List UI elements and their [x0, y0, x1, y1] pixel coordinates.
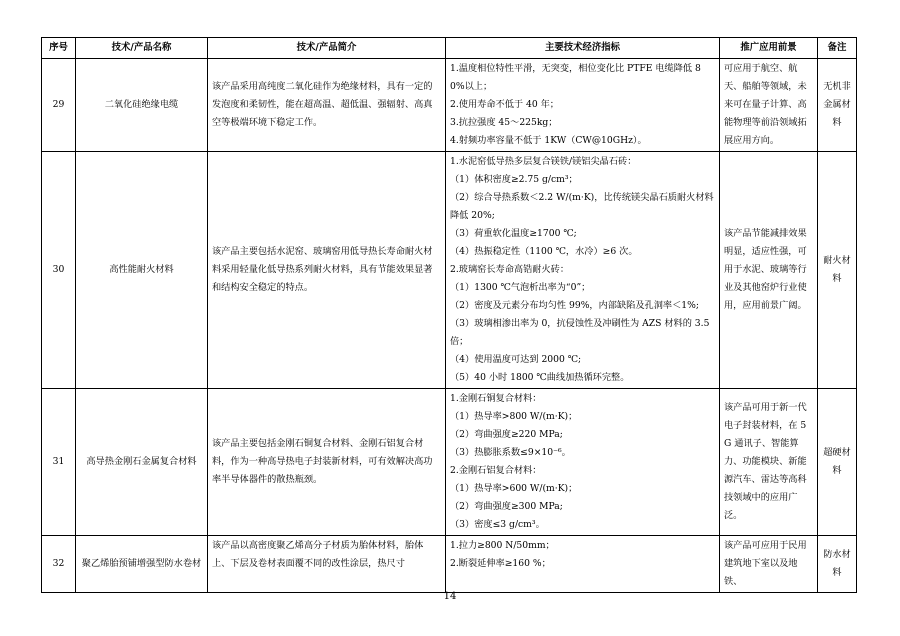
row-number: 32 — [42, 536, 76, 593]
product-name: 高性能耐火材料 — [76, 152, 208, 389]
table-row — [42, 536, 857, 593]
indicator-line: （4）热振稳定性（1100 ℃，水冷）≥6 次。 — [450, 246, 638, 257]
indicator-line: （1）1300 ℃气泡析出率为“0”； — [450, 282, 591, 293]
indicator-line: （3）密度≤3 g/cm³。 — [450, 519, 545, 530]
indicator-line: （3）热膨胀系数≤9×10⁻⁶。 — [450, 447, 571, 458]
table-row — [42, 59, 857, 152]
header-prospect: 推广应用前景 — [720, 38, 818, 59]
remark-cell: 耐火材料 — [818, 152, 857, 389]
row-number: 31 — [42, 389, 76, 536]
indicator-line: （2）密度及元素分布均匀性 99%，内部缺陷及孔洞率＜1%; — [450, 300, 699, 311]
indicator-line: （5）40 小时 1800 ℃曲线加热循环完整。 — [450, 372, 630, 383]
product-name: 高导热金刚石金属复合材料 — [76, 389, 208, 536]
remark-cell: 超硬材料 — [818, 389, 857, 536]
product-intro: 该产品主要包括金刚石铜复合材料、金刚石铝复合材料，作为一种高导热电子封装新材料，可有效解决高功率半导体器件的散热瓶颈。 — [208, 389, 446, 536]
indicator-line: 2.使用寿命不低于 40 年； — [450, 99, 559, 110]
prospect-cell: 该产品节能减排效果明显，适应性强，可用于水泥、玻璃等行业及其他窑炉行业使用，应用前景广阔。 — [720, 152, 818, 389]
indicator-line: 4.射频功率容量不低于 1KW（CW@10GHz）。 — [450, 135, 647, 146]
indicator-line: （1）热导率>800 W/(m·K)； — [450, 411, 578, 422]
product-name: 聚乙烯胎预铺增强型防水卷材 — [76, 536, 208, 593]
row-number: 30 — [42, 152, 76, 389]
indicator-line: 2.金刚石铝复合材料： — [450, 465, 542, 476]
prospect-cell: 该产品可应用于民用建筑地下室以及地铁、 — [720, 536, 818, 593]
table-row — [42, 152, 857, 389]
indicator-line: 1.温度相位特性平滑，无突变，相位变化比 PTFE 电缆降低 80%以上； — [450, 63, 701, 92]
indicator-line: （1）体积密度≥2.75 g/cm³； — [450, 174, 578, 185]
indicator-line: （2）综合导热系数＜2.2 W/(m·K)，比传统镁尖晶石质耐火材料降低 20%; — [450, 192, 714, 221]
indicator-line: 1.拉力≥800 N/50mm； — [450, 540, 555, 551]
indicator-line: 3.抗拉强度 45～225kg； — [450, 117, 558, 128]
indicator-line: （3）玻璃相渗出率为 0，抗侵蚀性及冲刷性为 AZS 材料的 3.5 倍； — [450, 318, 710, 347]
indicator-line: （3）荷重软化温度≥1700 ℃; — [450, 228, 577, 239]
product-name: 二氧化硅绝缘电缆 — [76, 59, 208, 152]
page-number: 14 — [443, 591, 457, 602]
header-name: 技术/产品名称 — [76, 38, 208, 59]
product-table — [41, 37, 857, 593]
indicators-cell — [446, 536, 720, 593]
prospect-cell: 该产品可用于新一代电子封装材料，在 5G 通讯子、智能算力、功能模块、新能源汽车、雷达等高科技领域中的应用广泛。 — [720, 389, 818, 536]
prospect-cell: 可应用于航空、航天、船舶等领域，未来可在量子计算、高能物理等前沿领域拓展应用方向。 — [720, 59, 818, 152]
indicator-line: 1.金刚石铜复合材料： — [450, 393, 542, 404]
product-intro: 该产品以高密度聚乙烯高分子材质为胎体材料，胎体上、下层及卷材表面覆不同的改性涂层，热尺寸 — [208, 536, 446, 593]
header-intro: 技术/产品简介 — [208, 38, 446, 59]
indicator-line: （1）热导率>600 W/(m·K)； — [450, 483, 578, 494]
indicator-line: 2.玻璃窑长寿命高锆耐火砖： — [450, 264, 570, 275]
indicator-line: 1.水泥窑低导热多层复合镁铁/镁铝尖晶石砖： — [450, 156, 637, 167]
table-row — [42, 389, 857, 536]
indicators-cell — [446, 152, 720, 389]
indicator-line: （2）弯曲强度≥300 MPa; — [450, 501, 563, 512]
header-remark: 备注 — [818, 38, 857, 59]
indicator-line: 2.断裂延伸率≥160 %； — [450, 558, 551, 569]
product-intro: 该产品采用高纯度二氧化硅作为绝缘材料，具有一定的发泡度和柔韧性，能在超高温、超低温、强辐射、高真空等极端环境下稳定工作。 — [208, 59, 446, 152]
product-intro: 该产品主要包括水泥窑、玻璃窑用低导热长寿命耐火材料采用轻量化低导热系列耐火材料，具有节能效果显著和结构安全稳定的特点。 — [208, 152, 446, 389]
indicator-line: （4）使用温度可达到 2000 ℃; — [450, 354, 582, 365]
table-header-row — [42, 38, 857, 59]
row-number: 29 — [42, 59, 76, 152]
indicator-line: （2）弯曲强度≥220 MPa; — [450, 429, 563, 440]
header-no: 序号 — [42, 38, 76, 59]
indicators-cell — [446, 389, 720, 536]
remark-cell: 无机非金属材料 — [818, 59, 857, 152]
remark-cell: 防水材料 — [818, 536, 857, 593]
indicators-cell — [446, 59, 720, 152]
header-indicators: 主要技术经济指标 — [446, 38, 720, 59]
